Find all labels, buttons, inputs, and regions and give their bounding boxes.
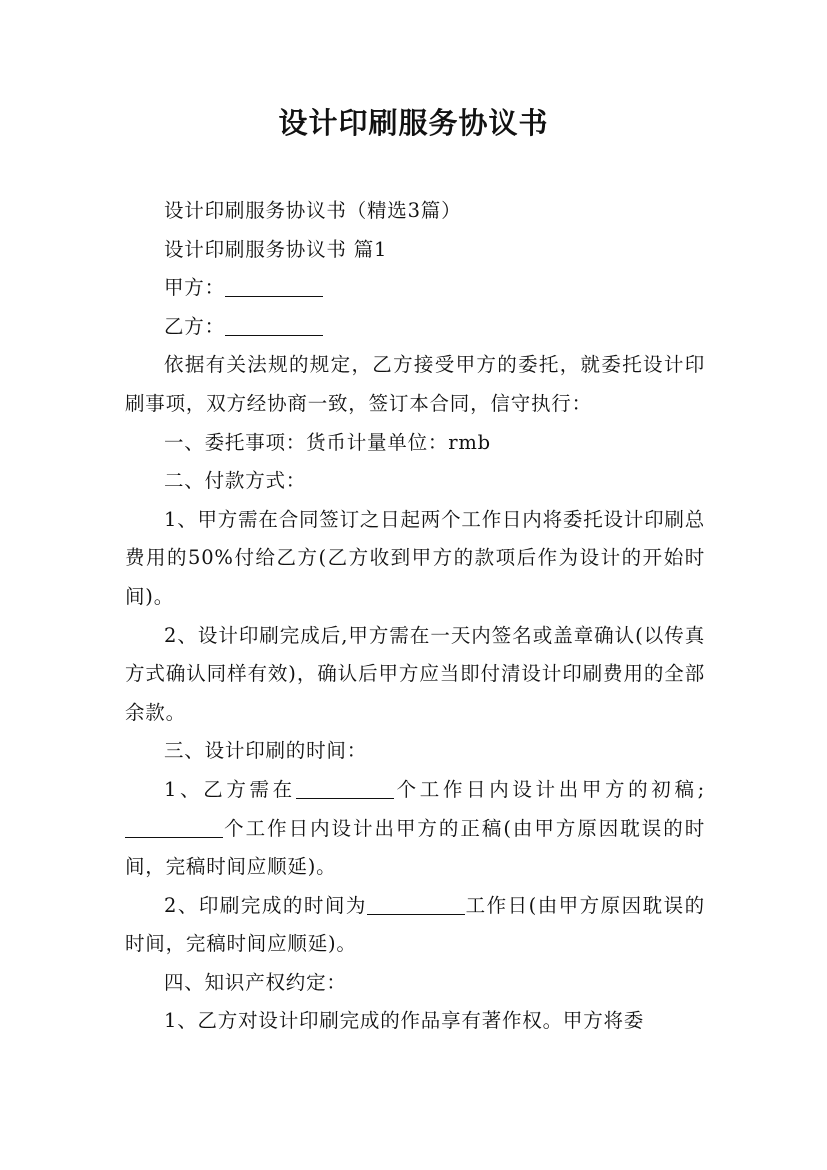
- time-1-text-a: 1、乙方需在: [164, 777, 296, 801]
- time-1-text-b: 个工作日内设计出甲方的初稿;: [393, 777, 705, 801]
- party-a-blank-line: [225, 276, 323, 297]
- document-body: [125, 192, 705, 1041]
- paragraph-part-heading: 设计印刷服务协议书 篇1: [164, 237, 388, 261]
- paragraph-section-3: 三、设计印刷的时间：: [164, 739, 368, 763]
- paragraph-time-1: [125, 771, 705, 887]
- time-1-text-c: 个工作日内设计出甲方的正稿(由甲方原因耽误的时间，完稿时间应顺延)。: [125, 816, 705, 879]
- party-b-label: 乙方：: [164, 314, 225, 338]
- party-b-blank-line: [225, 315, 323, 336]
- paragraph-subtitle: 设计印刷服务协议书（精选3篇）: [164, 199, 462, 222]
- paragraph-party-b: [125, 308, 705, 347]
- party-a-label: 甲方：: [164, 276, 225, 300]
- paragraph-section-4: 四、知识产权约定：: [164, 970, 347, 994]
- time-2-text-a: 2、印刷完成的时间为: [164, 893, 367, 917]
- time-1-blank-line-a: [296, 778, 394, 799]
- paragraph-time-2: [125, 887, 705, 964]
- time-1-blank-line-b: [125, 817, 223, 838]
- paragraph-section-2: 二、付款方式：: [164, 469, 307, 493]
- document-title: 设计印刷服务协议书: [278, 106, 549, 140]
- paragraph-party-a: [125, 269, 705, 308]
- paragraph-section-1: 一、委托事项：货币计量单位：rmb: [164, 430, 491, 454]
- paragraph-payment-2: 2、设计印刷完成后,甲方需在一天内签名或盖章确认(以传真方式确认同样有效)，确认后甲方应当即付清设计印刷费用的全部余款。: [125, 623, 705, 724]
- paragraph-preamble: 依据有关法规的规定，乙方接受甲方的委托，就委托设计印刷事项，双方经协商一致，签订本合同，信守执行：: [125, 353, 705, 415]
- paragraph-payment-1: 1、甲方需在合同签订之日起两个工作日内将委托设计印刷总费用的50%付给乙方(乙方收到甲方的款项后作为设计的开始时间)。: [125, 507, 706, 608]
- paragraph-ip-1: 1、乙方对设计印刷完成的作品享有著作权。甲方将委: [164, 1009, 645, 1033]
- time-2-blank-line: [367, 894, 465, 915]
- time-2-text-b: 工作日(由甲方原因耽误的时间，完稿时间应顺延)。: [125, 893, 705, 956]
